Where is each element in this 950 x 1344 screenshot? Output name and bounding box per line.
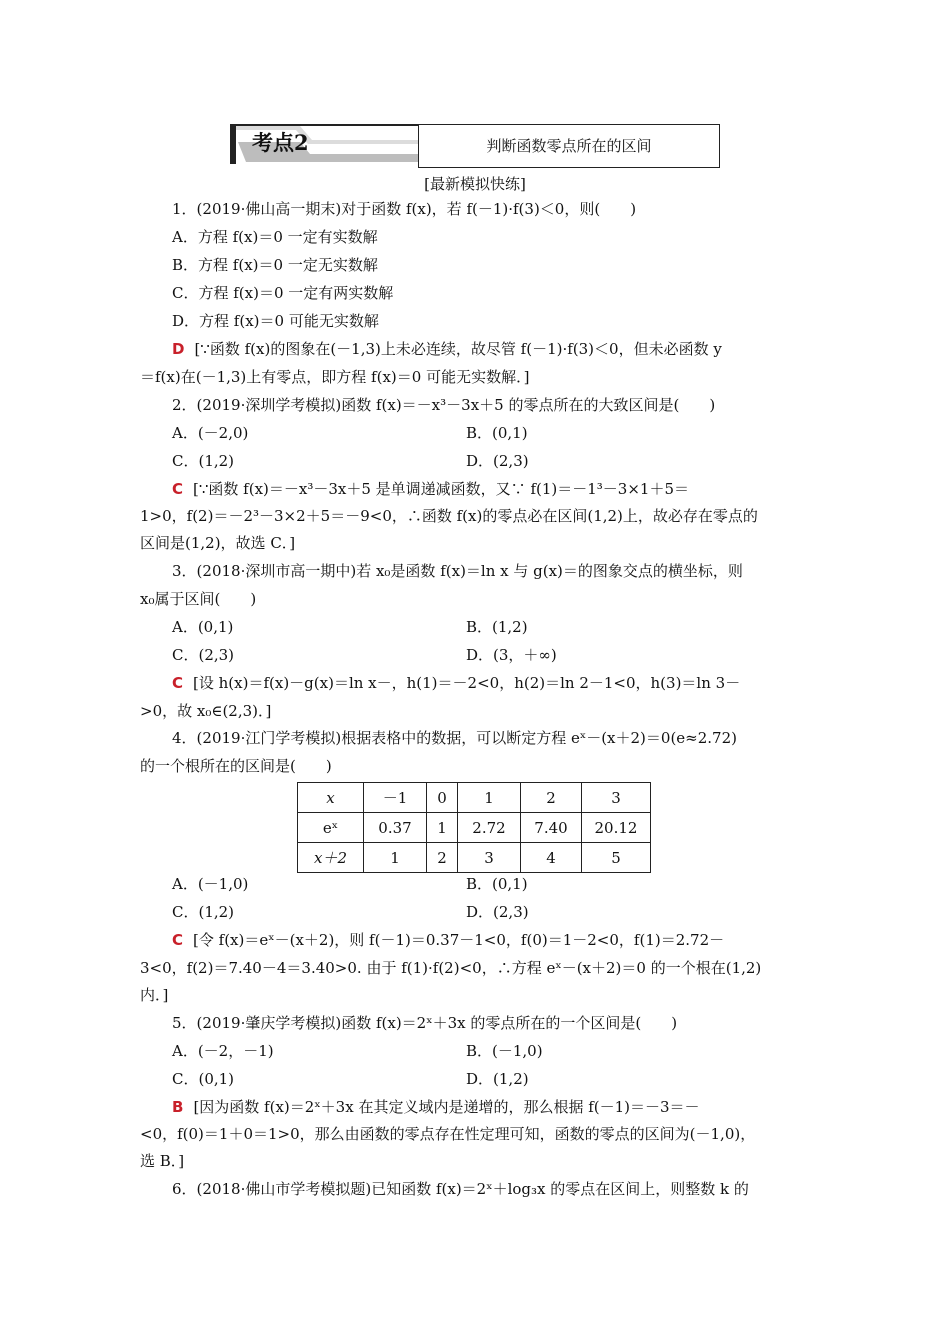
q3-option-d: D．(3，＋∞): [466, 646, 557, 664]
q3-option-a: A．(0,1): [172, 618, 234, 636]
section-tag: 考点2: [252, 130, 309, 155]
table-cell: 1: [458, 783, 521, 813]
table-cell: 2.72: [458, 813, 521, 843]
table-cell: 2: [427, 843, 458, 873]
q4-data-table: [297, 782, 651, 873]
q2-option-c: C．(1,2): [172, 452, 235, 470]
q3-option-b: B．(1,2): [466, 618, 528, 636]
q4-option-c: C．(1,2): [172, 903, 235, 921]
q1-option-b: B．方程 f(x)＝0 一定无实数解: [172, 256, 378, 274]
q5-answer: B: [172, 1098, 184, 1116]
q5-option-b: B．(－1,0): [466, 1042, 543, 1060]
table-cell: 3: [458, 843, 521, 873]
table-cell: 1: [427, 813, 458, 843]
q2-option-a: A．(－2,0): [172, 424, 249, 442]
table-cell: －1: [364, 783, 427, 813]
table-cell: 0: [427, 783, 458, 813]
table-cell: 20.12: [582, 813, 651, 843]
q2-explanation-line-2: 1>0，f(2)＝－2³－3×2＋5＝－9<0，∴函数 f(x)的零点必在区间(1,2)上，故必存在零点的: [140, 507, 758, 525]
q4-explanation-line-1: C [令 f(x)＝eˣ－(x＋2)，则 f(－1)＝0.37－1<0，f(0)＝1－2<0，f(1)＝2.72－: [172, 931, 725, 949]
table-cell: 4: [521, 843, 582, 873]
q5-option-d: D．(1,2): [466, 1070, 529, 1088]
q4-stem-line-2: 的一个根所在的区间是( ): [140, 757, 332, 775]
q2-option-b: B．(0,1): [466, 424, 528, 442]
section-title: 判断函数零点所在的区间: [486, 137, 652, 155]
q2-explanation-line-3: 区间是(1,2)，故选 C．]: [140, 534, 296, 552]
q5-option-a: A．(－2，－1): [172, 1042, 274, 1060]
q1-option-a: A．方程 f(x)＝0 一定有实数解: [172, 228, 378, 246]
q2-stem: 2．(2019·深圳学考模拟)函数 f(x)＝－x³－3x＋5 的零点所在的大致区间是( ): [172, 396, 716, 414]
table-cell: 7.40: [521, 813, 582, 843]
table-cell: x＋2: [298, 843, 364, 873]
q5-explanation-line-1: B [因为函数 f(x)＝2ˣ＋3x 在其定义域内是递增的，那么根据 f(－1)＝－3＝－: [172, 1098, 700, 1116]
q4-stem-line-1: 4．(2019·江门学考模拟)根据表格中的数据，可以断定方程 eˣ－(x＋2)＝0(e≈2.72): [172, 729, 737, 747]
table-cell: 5: [582, 843, 651, 873]
table-cell: 0.37: [364, 813, 427, 843]
q2-option-d: D．(2,3): [466, 452, 529, 470]
q3-explanation-line-1: C [设 h(x)＝f(x)－g(x)＝ln x－，h(1)＝－2<0，h(2)＝ln 2－1<0，h(3)＝ln 3－: [172, 674, 741, 692]
q1-option-c: C．方程 f(x)＝0 一定有两实数解: [172, 284, 394, 302]
section-title-box: [418, 124, 720, 168]
q5-option-c: C．(0,1): [172, 1070, 235, 1088]
q3-stem-line-2: x₀属于区间( ): [140, 590, 257, 608]
q3-answer: C: [172, 674, 184, 692]
q2-explanation-line-1: C [∵函数 f(x)＝－x³－3x＋5 是单调递减函数，又∵ f(1)＝－1³－3×1＋5＝: [172, 480, 690, 498]
q1-stem: 1．(2019·佛山高一期末)对于函数 f(x)，若 f(－1)·f(3)＜0，则( ): [172, 200, 637, 218]
q3-explanation-line-2: >0，故 x₀∈(2,3)．]: [140, 702, 272, 720]
q2-answer: C: [172, 480, 184, 498]
table-cell: 2: [521, 783, 582, 813]
table-row: [298, 843, 651, 873]
q4-answer: C: [172, 931, 184, 949]
q4-option-a: A．(－1,0): [172, 875, 249, 893]
q1-option-d: D．方程 f(x)＝0 可能无实数解: [172, 312, 379, 330]
q6-stem: 6．(2018·佛山市学考模拟题)已知函数 f(x)＝2ˣ＋log₃x 的零点在区间上，则整数 k 的: [172, 1180, 749, 1198]
section-header: [230, 124, 720, 170]
table-cell: 1: [364, 843, 427, 873]
q1-answer: D: [172, 340, 185, 358]
q1-explanation-line-1: D [∵函数 f(x)的图象在(－1,3)上未必连续，故尽管 f(－1)·f(3)＜0，但未必函数 y: [172, 340, 722, 358]
q5-explanation-line-2: <0，f(0)＝1＋0＝1>0，那么由函数的零点存在性定理可知，函数的零点的区间为(－1,0)，: [140, 1125, 756, 1143]
table-row: [298, 783, 651, 813]
q3-stem-line-1: 3．(2018·深圳市高一期中)若 x₀是函数 f(x)＝ln x 与 g(x)＝的图象交点的横坐标，则: [172, 562, 743, 580]
table-cell: x: [298, 783, 364, 813]
q1-explanation-line-2: ＝f(x)在(－1,3)上有零点，即方程 f(x)＝0 可能无实数解．]: [140, 368, 530, 386]
q3-option-c: C．(2,3): [172, 646, 235, 664]
table-row: [298, 813, 651, 843]
section-subtitle: [最新模拟快练]: [424, 175, 526, 193]
q4-explanation-line-2: 3<0，f(2)＝7.40－4＝3.40>0. 由于 f(1)·f(2)<0，∴方程 eˣ－(x＋2)＝0 的一个根在(1,2): [140, 959, 762, 977]
table-cell: eˣ: [298, 813, 364, 843]
q5-explanation-line-3: 选 B．]: [140, 1152, 185, 1170]
q4-explanation-line-3: 内．]: [140, 986, 169, 1004]
q4-option-b: B．(0,1): [466, 875, 528, 893]
q5-stem: 5．(2019·肇庆学考模拟)函数 f(x)＝2ˣ＋3x 的零点所在的一个区间是( ): [172, 1014, 678, 1032]
q4-option-d: D．(2,3): [466, 903, 529, 921]
table-cell: 3: [582, 783, 651, 813]
